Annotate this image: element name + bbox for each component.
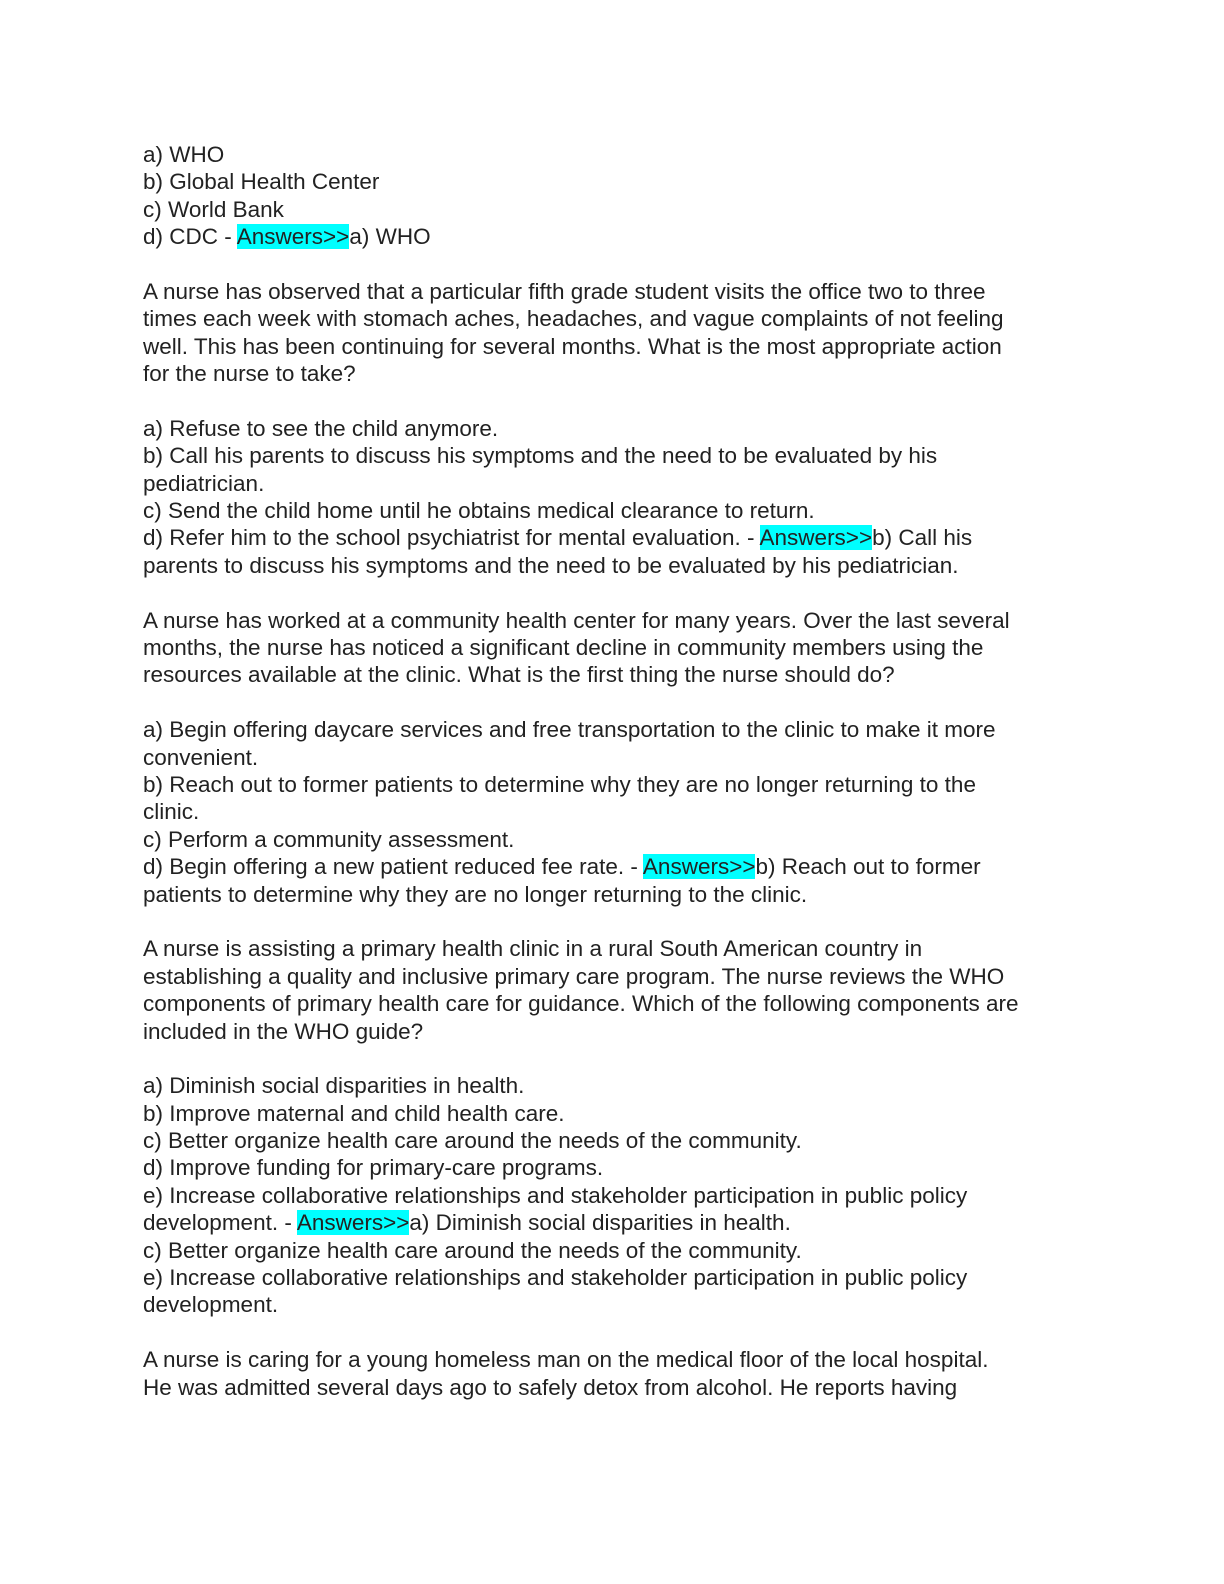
- text-line: c) Better organize health care around the needs of the community.: [143, 1237, 802, 1263]
- answer-text: b) Reach out to former: [755, 854, 981, 880]
- text-block: [143, 1346, 1083, 1401]
- text-line: A nurse is assisting a primary health clinic in a rural South American country in: [143, 936, 923, 962]
- text-line: [143, 1209, 1083, 1236]
- text-line: He was admitted several days ago to safely detox from alcohol. He reports having: [143, 1374, 958, 1400]
- text-line: for the nurse to take?: [143, 361, 356, 387]
- text-line: b) Improve maternal and child health care.: [143, 1100, 565, 1126]
- text-line: A nurse has observed that a particular fifth grade student visits the office two to three: [143, 278, 986, 304]
- answer-prefix-text: d) CDC -: [143, 224, 237, 250]
- paragraph-spacer: [143, 1319, 1083, 1346]
- paragraph-spacer: [143, 388, 1083, 415]
- answer-highlight: Answers>>: [759, 525, 873, 551]
- text-line: convenient.: [143, 744, 259, 770]
- text-line: [143, 223, 1083, 250]
- answer-prefix-text: development. -: [143, 1210, 297, 1236]
- text-block: [143, 935, 1083, 1045]
- answer-text: a) Diminish social disparities in health.: [409, 1210, 791, 1236]
- text-line: c) Perform a community assessment.: [143, 826, 515, 852]
- text-line: b) Call his parents to discuss his symptoms and the need to be evaluated by his: [143, 443, 938, 469]
- text-line: [143, 524, 1083, 551]
- text-line: d) Improve funding for primary-care programs.: [143, 1155, 604, 1181]
- text-line: resources available at the clinic. What is the first thing the nurse should do?: [143, 662, 895, 688]
- text-line: a) WHO: [143, 142, 225, 167]
- text-line: included in the WHO guide?: [143, 1018, 424, 1044]
- text-block: [143, 607, 1083, 689]
- text-line: months, the nurse has noticed a significant decline in community members using the: [143, 635, 984, 661]
- text-line: parents to discuss his symptoms and the need to be evaluated by his pediatrician.: [143, 552, 959, 578]
- text-line: a) Refuse to see the child anymore.: [143, 415, 499, 441]
- text-line: times each week with stomach aches, headaches, and vague complaints of not feeling: [143, 306, 1004, 332]
- answer-text: b) Call his: [872, 525, 973, 551]
- text-line: c) Better organize health care around the needs of the community.: [143, 1128, 802, 1154]
- answer-text: a) WHO: [349, 224, 431, 250]
- paragraph-spacer: [143, 1045, 1083, 1072]
- text-line: patients to determine why they are no longer returning to the clinic.: [143, 881, 808, 907]
- text-line: e) Increase collaborative relationships and stakeholder participation in public policy: [143, 1265, 968, 1291]
- answer-prefix-text: d) Refer him to the school psychiatrist for mental evaluation. -: [143, 525, 760, 551]
- answer-highlight: Answers>>: [296, 1210, 410, 1236]
- text-line: a) Diminish social disparities in health.: [143, 1073, 525, 1099]
- document-body: [143, 141, 1083, 1401]
- text-line: c) Send the child home until he obtains medical clearance to return.: [143, 498, 815, 524]
- text-line: pediatrician.: [143, 470, 265, 496]
- text-line: a) Begin offering daycare services and free transportation to the clinic to make it more: [143, 717, 996, 743]
- paragraph-spacer: [143, 579, 1083, 606]
- text-line: e) Increase collaborative relationships and stakeholder participation in public policy: [143, 1182, 968, 1208]
- text-block: [143, 716, 1083, 908]
- text-line: c) World Bank: [143, 196, 284, 222]
- text-line: b) Reach out to former patients to determine why they are no longer returning to the: [143, 771, 976, 797]
- text-line: [143, 853, 1083, 880]
- text-block: [143, 415, 1083, 579]
- text-block: [143, 1072, 1083, 1319]
- text-line: A nurse is caring for a young homeless man on the medical floor of the local hospital.: [143, 1347, 989, 1373]
- answer-highlight: Answers>>: [642, 854, 756, 880]
- paragraph-spacer: [143, 908, 1083, 935]
- text-block: [143, 278, 1083, 388]
- text-line: well. This has been continuing for several months. What is the most appropriate action: [143, 333, 1002, 359]
- answer-highlight: Answers>>: [236, 224, 350, 250]
- text-line: components of primary health care for guidance. Which of the following components are: [143, 991, 1019, 1017]
- text-line: A nurse has worked at a community health center for many years. Over the last several: [143, 607, 1010, 633]
- text-line: establishing a quality and inclusive primary care program. The nurse reviews the WHO: [143, 963, 1005, 989]
- text-line: development.: [143, 1292, 279, 1318]
- paragraph-spacer: [143, 689, 1083, 716]
- text-line: b) Global Health Center: [143, 169, 380, 195]
- text-line: clinic.: [143, 799, 200, 825]
- answer-prefix-text: d) Begin offering a new patient reduced fee rate. -: [143, 854, 643, 880]
- text-block: [143, 141, 1083, 251]
- paragraph-spacer: [143, 251, 1083, 278]
